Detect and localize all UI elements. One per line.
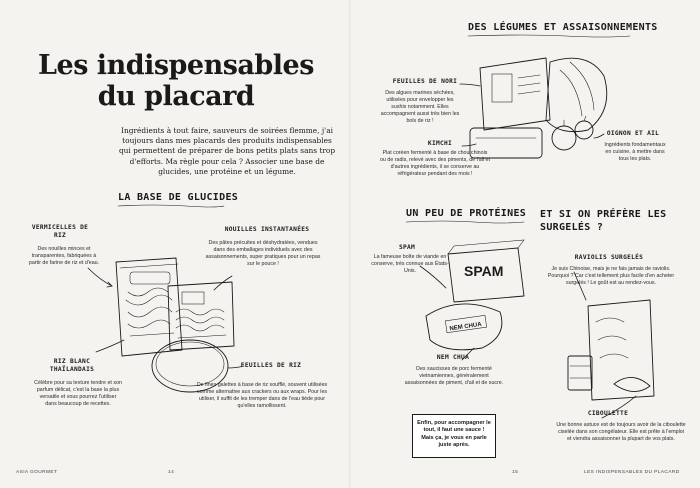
- desc-raviolis: Je suis Chinoise, mais je ne fais jamais de raviolis. Pourquoi ? Car c'est tellement plus facile d'en acheter surgelés ! Le goût est au rendez-vous.: [547, 266, 675, 286]
- label-nouilles: NOUILLES INSTANTANÉES: [224, 226, 310, 233]
- page-number-left: 14: [168, 470, 175, 475]
- label-vermicelles: VERMICELLES DE RIZ: [31, 224, 89, 239]
- section-heading-surgeles: ET SI ON PRÉFÈRE LES SURGELÉS ?: [540, 209, 667, 233]
- vermicelli-bag-drawing: [116, 258, 182, 356]
- arrow-nori: [460, 84, 480, 86]
- label-spam: SPAM: [398, 244, 416, 251]
- desc-nori: Des algues marines séchées, utilisées pour envelopper les sushis notamment. Elles accompagnent aussi très bien les bols de riz !: [380, 90, 460, 124]
- label-nem-chua: NEM CHUA: [436, 354, 470, 361]
- label-riz-blanc: RIZ BLANC THAÏLANDAIS: [49, 358, 95, 373]
- label-kimchi: KIMCHI: [427, 140, 453, 147]
- kimchi-jar-drawing: [470, 128, 542, 158]
- small-can-drawing: [568, 356, 592, 390]
- desc-riz-blanc: Célèbre pour sa texture tendre et son parfum délicat, c'est la base la plus versatile et vous pourrez l'utiliser dans beaucoup de recettes.: [34, 380, 122, 407]
- label-nori: FEUILLES DE NORI: [392, 78, 458, 85]
- section-heading-glucides: LA BASE DE GLUCIDES: [118, 192, 239, 203]
- section-heading-legumes: DES LÉGUMES ET ASSAISONNEMENTS: [468, 22, 658, 33]
- desc-oignon-ail: Ingrédients fondamentaux en cuisine, à mettre dans tous les plats.: [604, 142, 666, 162]
- spam-can-label: SPAM: [464, 263, 504, 279]
- intro-paragraph: Ingrédients à tout faire, sauveurs de soirées flemme, j'ai toujours dans mes placards des produits indispensables qui permettent de préparer de bons petits plats sans trop d'efforts. Ma règle pour cela ? Associer une base de glucides, une protéine et un légume.: [118, 126, 336, 176]
- title-line-1: Les indispensables: [38, 50, 314, 81]
- arrow-vermicelles: [88, 268, 112, 286]
- sauce-callout-box: [412, 414, 496, 458]
- ravioli-drawing: [614, 377, 650, 391]
- arrow-riz-blanc: [96, 340, 124, 352]
- callout-text: Enfin, pour accompagner le tout, il faut une sauce ! Mais ça, je vous en parle juste après.: [417, 420, 491, 449]
- nori-pack-drawing: [480, 58, 550, 130]
- onion-garlic-drawing: [552, 116, 593, 150]
- page-number-right: 15: [512, 470, 519, 475]
- label-feuilles-riz: FEUILLES DE RIZ: [240, 362, 302, 369]
- right-page: [350, 0, 700, 488]
- footer-chapter: LES INDISPENSABLES DU PLACARD: [584, 470, 680, 475]
- label-raviolis: RAVIOLIS SURGELÉS: [574, 254, 644, 261]
- desc-kimchi: Plat coréen fermenté à base de chou chinois ou de radis, relevé avec des piments, de l'ail et d'autres ingrédients, il se conserve au réfrigérateur pendant des mois !: [380, 150, 490, 177]
- desc-ciboulette: Une bonne astuce est de toujours avoir de la ciboulette ciselée dans son congélateur. Elle est prête à l'emploi et viendra assaisonner la plupart de vos plats.: [556, 422, 686, 442]
- arrow-kimchi: [462, 144, 476, 146]
- label-ciboulette: CIBOULETTE: [587, 410, 629, 417]
- nem-chua-label: NEM CHUA: [449, 321, 483, 333]
- right-illustrations: [350, 0, 700, 488]
- kimchi-cabbage-drawing: [546, 58, 607, 131]
- ravioli-box-drawing: [588, 300, 654, 400]
- desc-nouilles: Des pâtes précuites et déshydratées, vendues dans des emballages individuels avec des assaisonnements, super pratiques pour un repas sur le pouce !: [205, 240, 321, 267]
- desc-feuilles-riz: De fines galettes à base de riz soufflé, souvent utilisées comme alternative aux crackers ou aux wraps. Pour les utiliser, il suffit de les tremper dans de l'eau tiède pour qu'elles ramollissent.: [196, 382, 328, 409]
- arrow-feuilles: [228, 366, 244, 368]
- section-heading-proteines: UN PEU DE PROTÉINES: [406, 208, 527, 219]
- arrow-spam: [420, 266, 446, 288]
- desc-vermicelles: Des nouilles minces et transparentes, fabriquées à partir de farine de riz et d'eau.: [28, 246, 100, 266]
- arrow-raviolis: [574, 272, 586, 300]
- footer-brand: ASIA GOURMET: [16, 470, 58, 475]
- desc-nem-chua: Des saucisses de porc fermenté vietnamiennes, généralement assaisonnées de piment, d'ail et de sucre.: [404, 366, 504, 386]
- desc-spam: La fameuse boîte de viande en conserve, très connue aux États-Unis.: [371, 254, 449, 274]
- arrow-oignon: [594, 134, 604, 138]
- title-line-2: du placard: [97, 81, 255, 112]
- rice-paper-drawing: [152, 340, 228, 392]
- label-oignon-ail: OIGNON ET AIL: [606, 130, 660, 137]
